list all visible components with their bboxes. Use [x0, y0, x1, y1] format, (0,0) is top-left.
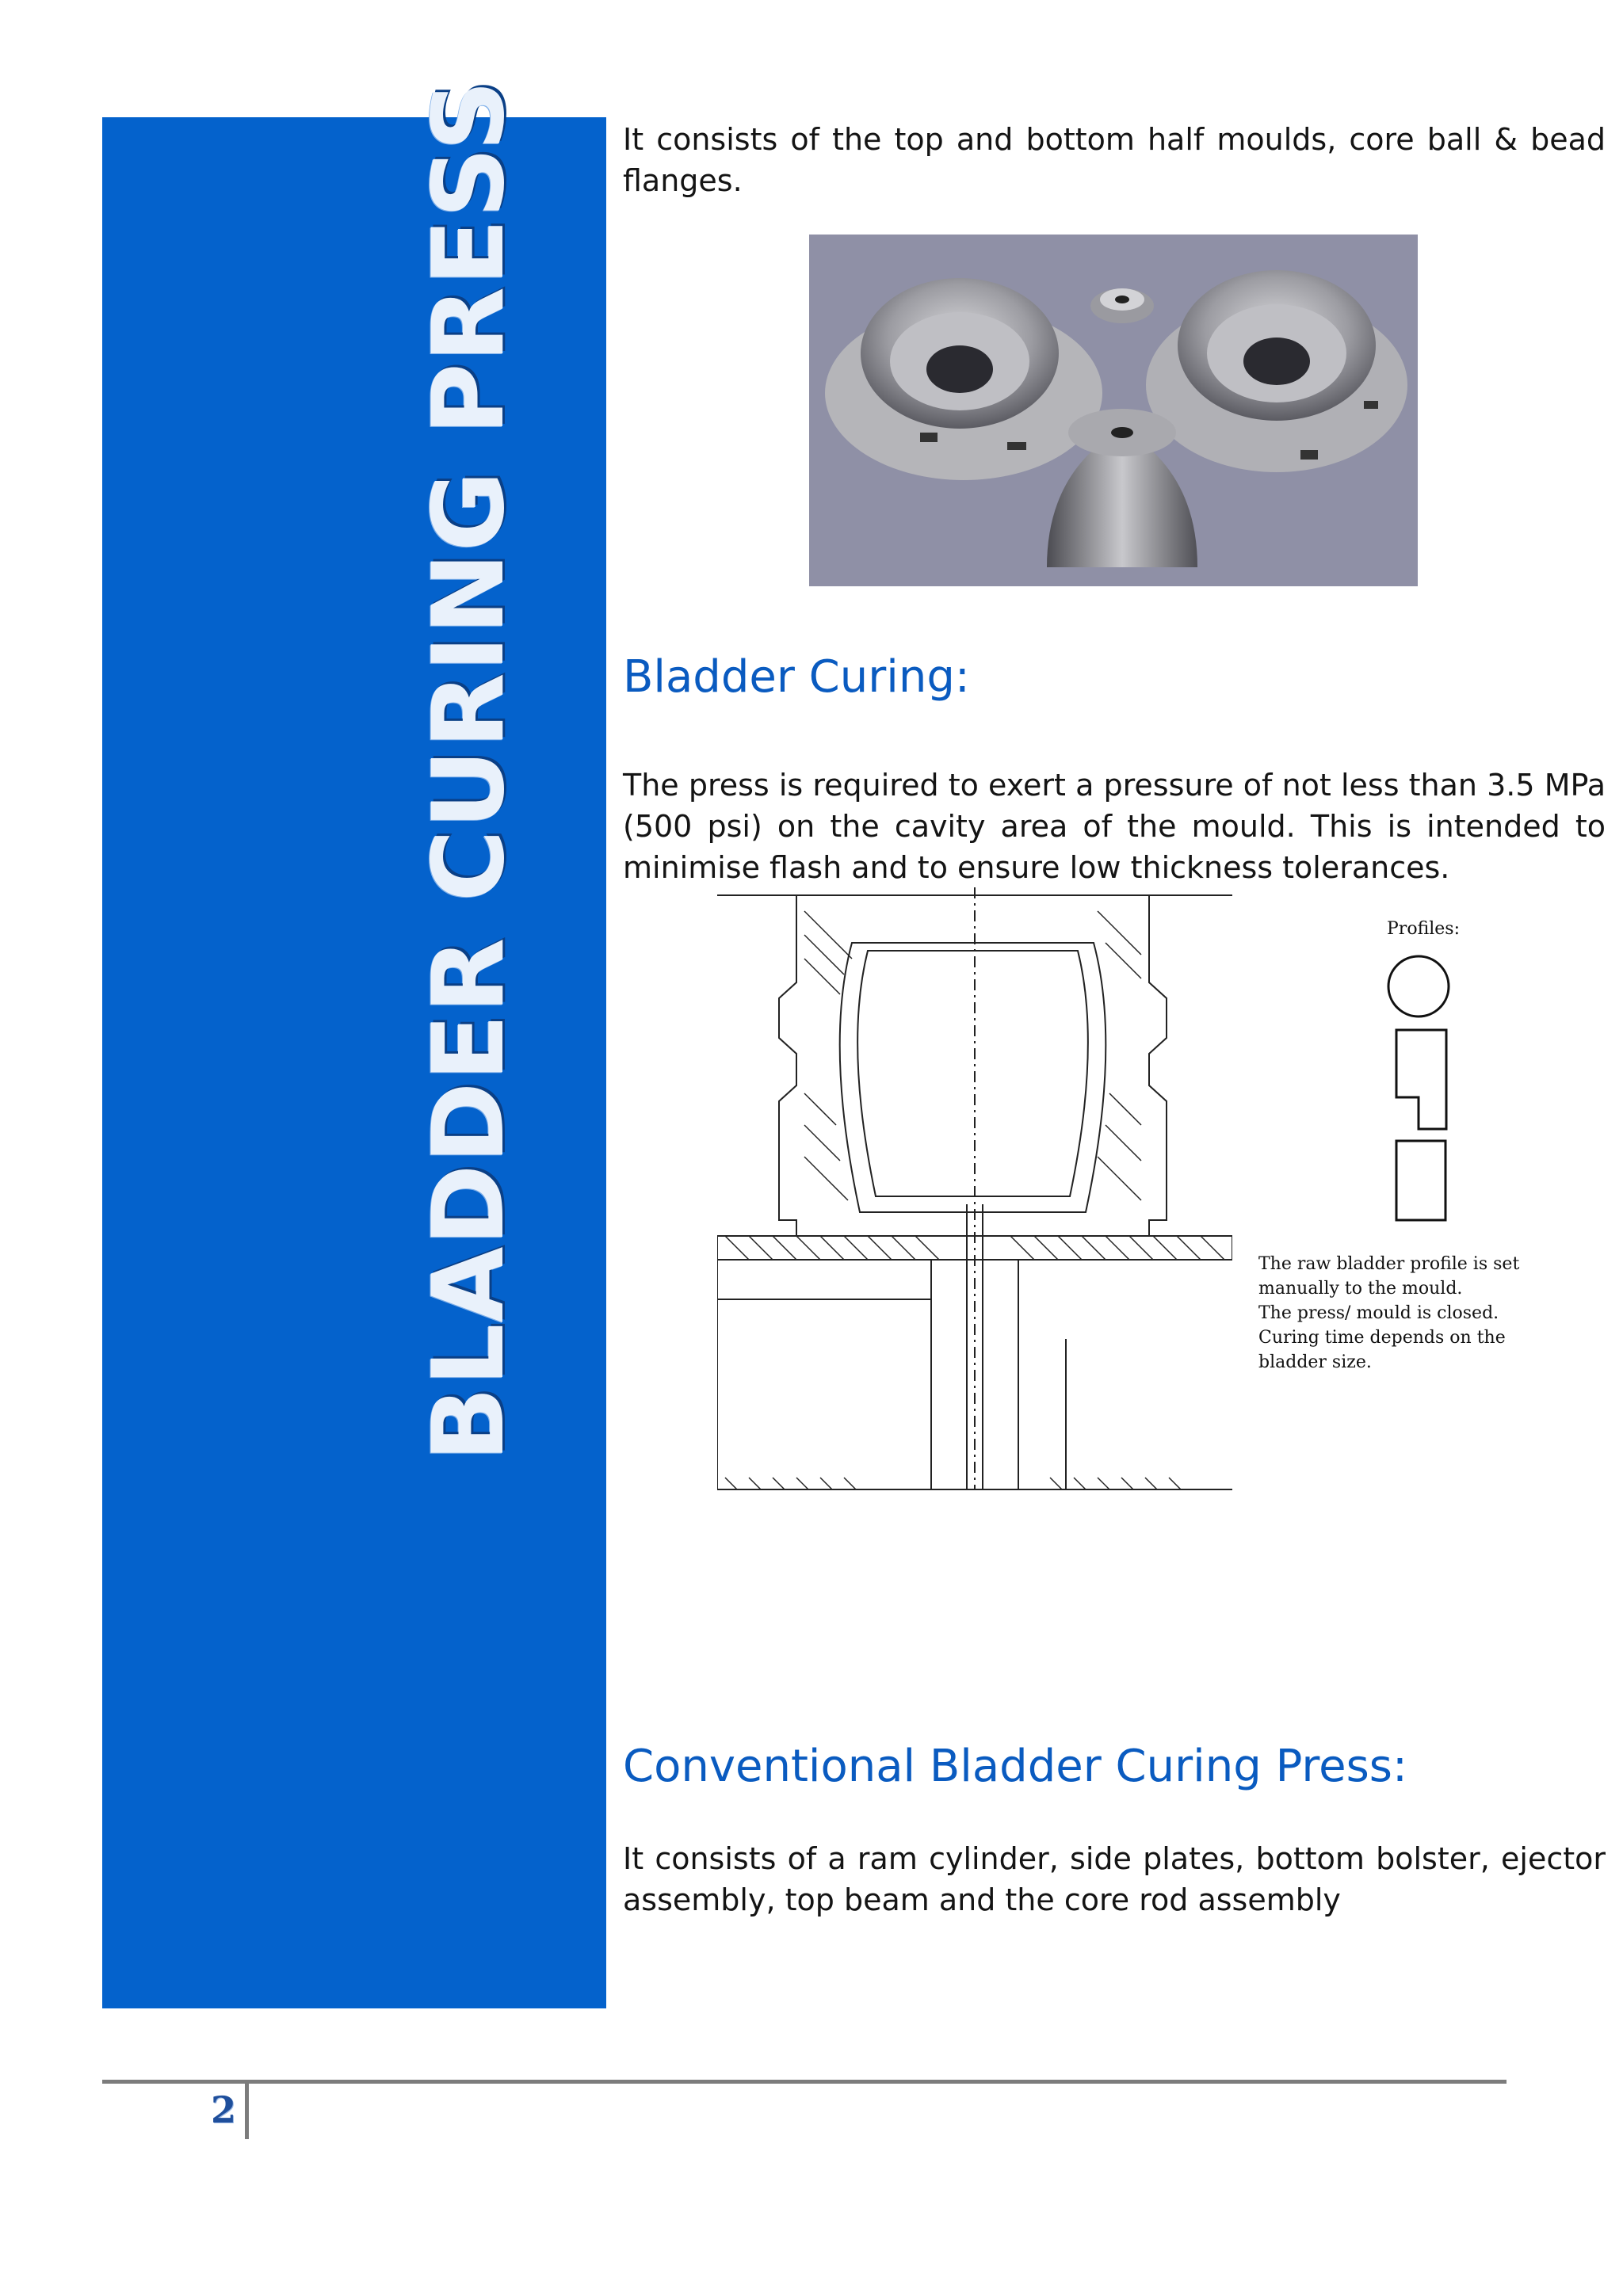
side-band — [102, 117, 606, 2008]
section-heading-bladder-curing: Bladder Curing: — [623, 651, 970, 703]
section-heading-conventional-press: Conventional Bladder Curing Press: — [623, 1741, 1407, 1792]
bladder-curing-paragraph: The press is required to exert a pressure of not less than 3.5 MPa (500 psi) on the cavity area of the mould. This is intended to minimise flash and to ensure low thickness tolerances. — [623, 768, 1606, 885]
conventional-press-paragraph: It consists of a ram cylinder, side plates, bottom bolster, ejector assembly, top beam and the core rod assembly — [623, 1841, 1606, 1917]
diagram-caption — [1258, 1252, 1591, 1375]
footer-divider — [245, 2084, 249, 2139]
footer-rule — [102, 2080, 1507, 2084]
profile-shapes — [1379, 911, 1474, 1228]
caption-line: Curing time depends on the — [1258, 1328, 1506, 1348]
side-title: BLADDER CURING PRESS — [412, 79, 526, 1462]
press-cross-section-diagram — [717, 887, 1232, 1497]
caption-line: manually to the mould. — [1258, 1279, 1463, 1299]
profiles-label: Profiles: — [1387, 919, 1460, 939]
page-number: 2 — [210, 2088, 236, 2131]
caption-line: The press/ mould is closed. — [1258, 1303, 1499, 1323]
mould-photo — [809, 235, 1418, 586]
caption-line: The raw bladder profile is set — [1258, 1254, 1520, 1274]
intro-paragraph: It consists of the top and bottom half moulds, core ball & bead flanges. — [623, 122, 1606, 198]
caption-line: bladder size. — [1258, 1352, 1372, 1372]
